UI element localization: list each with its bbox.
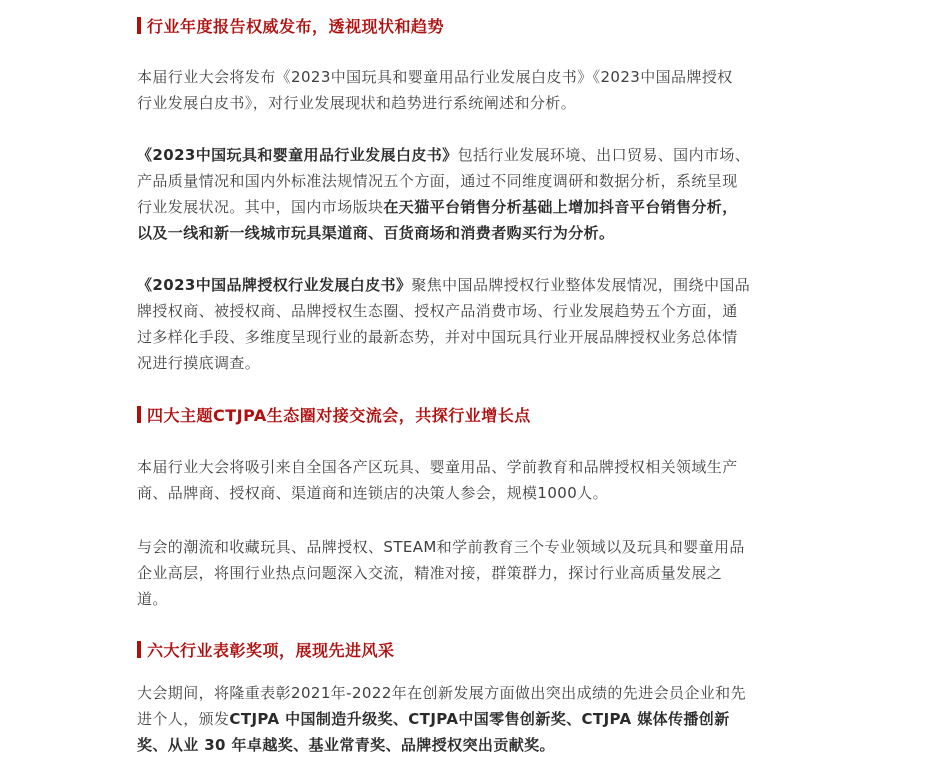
paragraph-text: 过多样化手段、多维度呈现行业的最新态势，并对中国玩具行业开展品牌授权业务总体情: [137, 328, 738, 346]
paragraph-line: 企业高层，将围行业热点问题深入交流，精准对接，群策群力，探讨行业高质量发展之: [137, 564, 723, 582]
heading-accent-bar: [137, 17, 141, 34]
paragraph-text: 行业发展状况。其中，国内市场版块: [137, 198, 384, 216]
paragraph-line: 本届行业大会将吸引来自全国各产区玩具、婴童用品、学前教育和品牌授权相关领域生产: [137, 458, 738, 476]
paragraph-line: 与会的潮流和收藏玩具、品牌授权、STEAM和学前教育三个专业领域以及玩具和婴童用品: [137, 538, 745, 556]
paragraph-text: 进个人，颁发: [137, 710, 230, 728]
paragraph-exchange: [137, 534, 822, 612]
paragraph-text: 产品质量情况和国内外标准法规情况五个方面，通过不同维度调研和数据分析，系统呈现: [137, 172, 738, 190]
bold-highlight: 在天猫平台销售分析基础上增加抖音平台销售分析，: [383, 198, 738, 216]
bold-highlight: 以及一线和新一线城市玩具渠道商、百货商场和消费者购买行为分析。: [137, 224, 615, 242]
bold-report-title: 《2023中国品牌授权行业发展白皮书》: [137, 276, 412, 294]
paragraph-text: 聚焦中国品牌授权行业整体发展情况，围绕中国品: [411, 276, 751, 294]
paragraph-text: 大会期间，将隆重表彰2021年-2022年在创新发展方面做出突出成绩的先进会员企业和先: [137, 684, 746, 702]
bold-award-list: CTJPA 中国制造升级奖、CTJPA中国零售创新奖、CTJPA 媒体传播创新: [229, 710, 730, 728]
section-heading-ecosystem: [137, 401, 531, 427]
section-heading-reports: [137, 12, 444, 38]
section-heading-text: 行业年度报告权威发布，透视现状和趋势: [147, 16, 445, 36]
section-heading-text: 四大主题CTJPA生态圈对接交流会，共探行业增长点: [147, 405, 531, 425]
bold-report-title: 《2023中国玩具和婴童用品行业发展白皮书》: [137, 146, 458, 164]
heading-accent-bar: [137, 406, 141, 423]
paragraph-attendees: [137, 454, 822, 506]
bold-award-list: 奖、从业 30 年卓越奖、基业常青奖、品牌授权突出贡献奖。: [137, 736, 555, 754]
paragraph-line: 行业发展白皮书》，对行业发展现状和趋势进行系统阐述和分析。: [137, 94, 577, 112]
section-heading-awards: [137, 636, 395, 662]
paragraph-line: 商、品牌商、授权商、渠道商和连锁店的决策人参会，规模1000人。: [137, 484, 608, 502]
paragraph-licensing-whitepaper: [137, 272, 822, 376]
section-heading-text: 六大行业表彰奖项，展现先进风采: [147, 640, 395, 660]
heading-accent-bar: [137, 641, 141, 658]
paragraph-awards: [137, 680, 822, 758]
paragraph-toy-whitepaper: [137, 142, 822, 246]
paragraph-line: 本届行业大会将发布《2023中国玩具和婴童用品行业发展白皮书》《2023中国品牌授权: [137, 68, 733, 86]
paragraph-text: 况进行摸底调查。: [137, 354, 261, 372]
paragraph-text: 包括行业发展环境、出口贸易、国内市场、: [457, 146, 751, 164]
paragraph-text: 牌授权商、被授权商、品牌授权生态圈、授权产品消费市场、行业发展趋势五个方面，通: [137, 302, 738, 320]
paragraph-line: 道。: [137, 590, 168, 608]
paragraph-intro: [137, 64, 822, 116]
